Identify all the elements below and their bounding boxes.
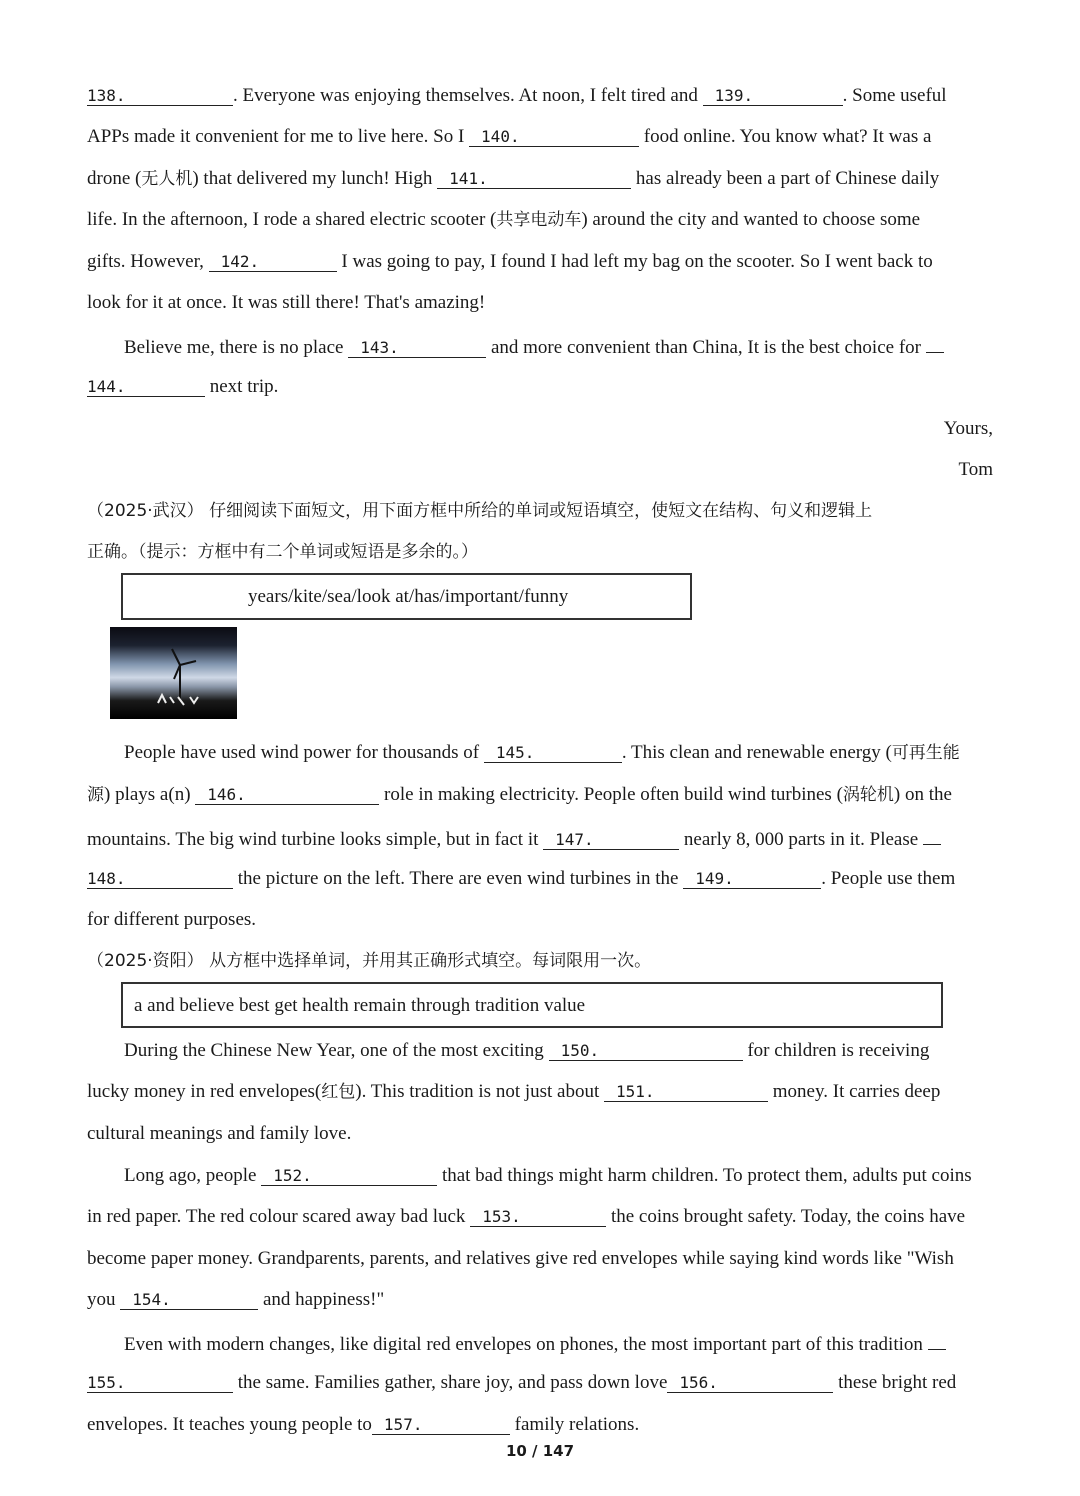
word-box-2-text: a and believe best get health remain through tradition value xyxy=(134,995,586,1016)
letter-line-6: look for it at once. It was still there! That's amazing! xyxy=(87,292,486,313)
blank-155[interactable]: 155. xyxy=(87,1373,233,1393)
letter-line-7: Believe me, there is no place 143. and more convenient than China, It is the best choice for xyxy=(124,333,944,360)
blank-145[interactable]: 145. xyxy=(484,743,622,763)
section1-instruction: （2025·武汉） 仔细阅读下面短文，用下面方框中所给的单词或短语填空，使短文在结构、句义和逻辑上 xyxy=(87,501,873,521)
blank-143[interactable]: 143. xyxy=(348,338,486,358)
letter-signature: Tom xyxy=(958,459,993,480)
blank-147[interactable]: 147. xyxy=(543,830,679,850)
blank-152[interactable]: 152. xyxy=(261,1166,437,1186)
letter-line-5: gifts. However, 142. I was going to pay, I found I had left my bag on the scooter. So I went back to xyxy=(87,251,933,272)
blank-155-start xyxy=(928,1330,946,1350)
letter-line-8: 144. next trip. xyxy=(87,376,279,397)
blank-146[interactable]: 146. xyxy=(195,785,379,805)
s2-para-line-10: envelopes. It teaches young people to 157. family relations. xyxy=(87,1414,640,1435)
blank-144-start xyxy=(926,333,944,353)
s2-para-line-6: become paper money. Grandparents, parents, and relatives give red envelopes while saying kind words like "Wish xyxy=(87,1248,954,1269)
letter-line-4: life. In the afternoon, I rode a shared electric scooter (共享电动车) around the city and wanted to choose some xyxy=(87,209,921,230)
s2-para-line-7: you 154. and happiness!" xyxy=(87,1289,385,1310)
blank-150[interactable]: 150. xyxy=(549,1041,743,1061)
blank-140[interactable]: 140. xyxy=(469,127,639,147)
page-number: 10 / 147 xyxy=(505,1442,575,1460)
s2-para-line-2: lucky money in red envelopes(红包). This tradition is not just about 151. money. It carries deep xyxy=(87,1081,941,1102)
s1-para-line-3: mountains. The big wind turbine looks simple, but in fact it 147. nearly 8, 000 parts in it. Please xyxy=(87,825,941,852)
wind-turbine-icon xyxy=(110,627,237,719)
blank-153[interactable]: 153. xyxy=(470,1207,606,1227)
s2-para-line-1: During the Chinese New Year, one of the most exciting 150. for children is receiving xyxy=(124,1040,930,1061)
word-box-1-text: years/kite/sea/look at/has/important/funny xyxy=(248,586,569,607)
s2-para-line-3: cultural meanings and family love. xyxy=(87,1123,352,1144)
letter-line-2: APPs made it convenient for me to live here. So I 140. food online. You know what? It was a xyxy=(87,126,932,147)
s2-para-line-4: Long ago, people 152. that bad things might harm children. To protect them, adults put coins xyxy=(124,1165,972,1186)
letter-line-1: 138. . Everyone was enjoying themselves. At noon, I felt tired and 139. . Some useful xyxy=(87,85,947,106)
blank-148[interactable]: 148. xyxy=(87,869,233,889)
blank-148-start xyxy=(923,825,941,845)
s1-para-line-1: People have used wind power for thousands of 145. . This clean and renewable energy (可再生能 xyxy=(124,742,960,763)
s1-para-line-5: for different purposes. xyxy=(87,909,257,930)
s1-para-line-4: 148. the picture on the left. There are even wind turbines in the 149. . People use them xyxy=(87,868,956,889)
letter-line-3: drone (无人机) that delivered my lunch! High 141. has already been a part of Chinese daily xyxy=(87,168,940,189)
blank-144[interactable]: 144. xyxy=(87,377,205,397)
s1-para-line-2: 源) plays a(n) 146. role in making electricity. People often build wind turbines (涡轮机) on the xyxy=(87,784,952,805)
blank-154[interactable]: 154. xyxy=(120,1290,258,1310)
blank-138[interactable]: 138. xyxy=(87,86,233,106)
s2-para-line-5: in red paper. The red colour scared away bad luck 153. the coins brought safety. Today, the coins have xyxy=(87,1206,966,1227)
s2-para-line-8: Even with modern changes, like digital red envelopes on phones, the most important part of this tradition xyxy=(124,1330,946,1357)
letter-closing: Yours, xyxy=(943,418,993,439)
blank-157[interactable]: 157. xyxy=(372,1415,510,1435)
blank-142[interactable]: 142. xyxy=(209,252,337,272)
section1-instruction-cont: 正确。（提示：方框中有二个单词或短语是多余的。） xyxy=(87,542,478,562)
blank-139[interactable]: 139. xyxy=(703,86,843,106)
blank-156[interactable]: 156. xyxy=(667,1373,833,1393)
blank-151[interactable]: 151. xyxy=(604,1082,768,1102)
section2-instruction: （2025·资阳） 从方框中选择单词，并用其正确形式填空。每词限用一次。 xyxy=(87,951,652,971)
blank-149[interactable]: 149. xyxy=(683,869,821,889)
s2-para-line-9: 155. the same. Families gather, share joy, and pass down love 156. these bright red xyxy=(87,1372,957,1393)
blank-141[interactable]: 141. xyxy=(437,169,631,189)
wind-turbine-image xyxy=(110,627,237,719)
